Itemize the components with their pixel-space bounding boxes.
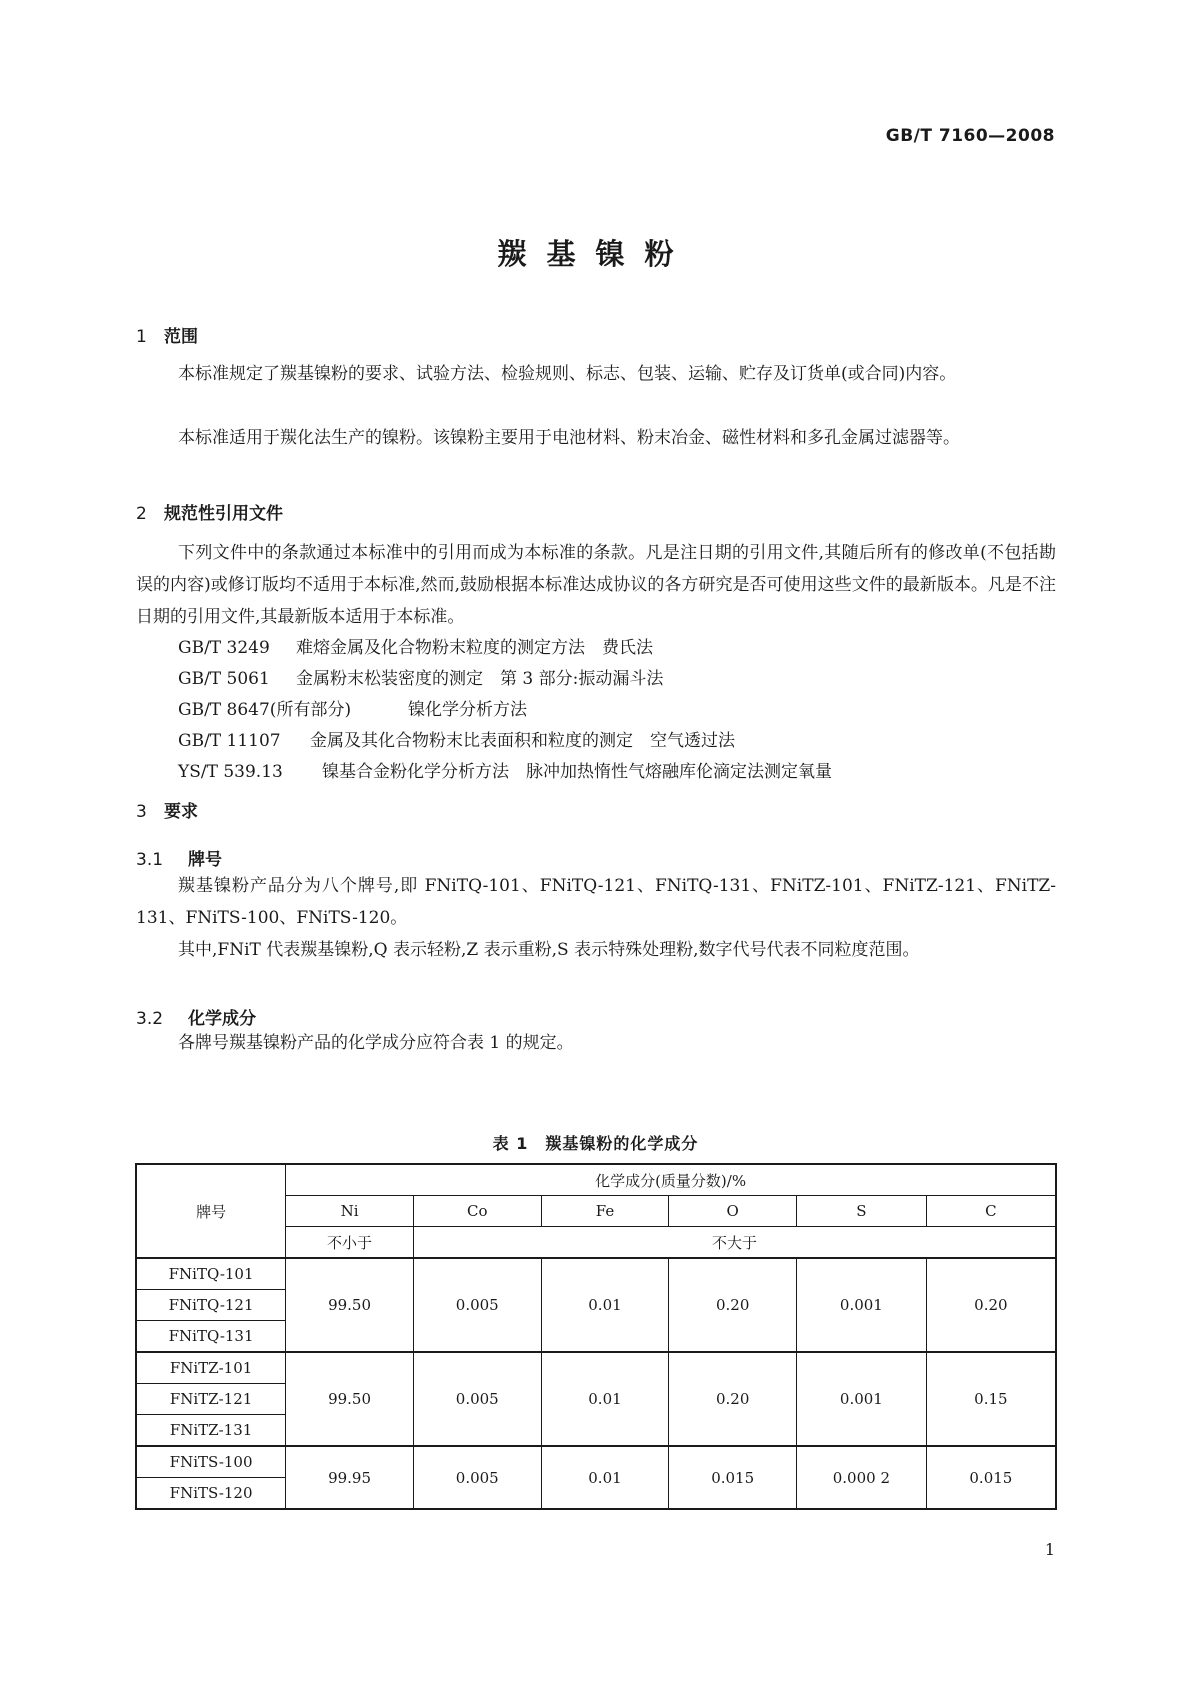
reference-item [178, 633, 653, 658]
table-row-grade: FNiTS-120 [136, 1478, 286, 1510]
value-cell: 0.01 [541, 1352, 669, 1446]
table-row-grade: FNiTZ-101 [136, 1352, 286, 1384]
value-cell: 0.005 [413, 1446, 541, 1509]
reference-title: 镍化学分析方法 [408, 700, 527, 720]
reference-code: GB/T 3249 [178, 638, 270, 658]
value-cell: 99.50 [286, 1258, 414, 1352]
value-cell: 0.015 [926, 1446, 1056, 1509]
standard-code: GB/T 7160—2008 [885, 126, 1055, 146]
reference-code: YS/T 539.13 [178, 762, 283, 782]
subsection-title: 化学成分 [188, 1009, 256, 1029]
element-header: Ni [286, 1196, 414, 1227]
reference-title: 镍基合金粉化学分析方法 脉冲加热惰性气熔融库伦滴定法测定氧量 [322, 762, 832, 782]
value-cell: 0.01 [541, 1258, 669, 1352]
limit-label: 不小于 [286, 1227, 414, 1259]
section-number: 2 [136, 504, 147, 524]
section-title: 范围 [164, 327, 198, 347]
reference-title: 难熔金属及化合物粉末粒度的测定方法 费氏法 [296, 638, 653, 658]
value-cell: 0.001 [797, 1352, 927, 1446]
value-cell: 0.015 [669, 1446, 797, 1509]
section-2-heading [136, 499, 283, 524]
subsection-3-2-paragraph-1: 各牌号羰基镍粉产品的化学成分应符合表 1 的规定。 [178, 1033, 574, 1053]
element-header: Fe [541, 1196, 669, 1227]
table-row-grade: FNiTQ-131 [136, 1321, 286, 1353]
subsection-3-1-paragraph-1: 羰基镍粉产品分为八个牌号,即 FNiTQ-101、FNiTQ-121、FNiTQ-131、FNiTZ-101、FNiTZ-121、FNiTZ-131、FNiTS-100、FNiTS-120。 [136, 876, 1056, 928]
section-1-heading [136, 322, 198, 347]
reference-title: 金属粉末松装密度的测定 第 3 部分:振动漏斗法 [296, 669, 664, 689]
section-3-heading [136, 797, 198, 822]
reference-item [178, 726, 735, 751]
table-row-grade: FNiTZ-131 [136, 1415, 286, 1447]
element-header: S [797, 1196, 927, 1227]
chemical-composition-table [135, 1163, 1057, 1510]
grade-header: 牌号 [136, 1164, 286, 1258]
page-number: 1 [1044, 1540, 1055, 1559]
element-header: O [669, 1196, 797, 1227]
table-row-grade: FNiTQ-101 [136, 1258, 286, 1290]
subsection-number: 3.2 [136, 1009, 164, 1029]
reference-code: GB/T 5061 [178, 669, 270, 689]
section-title: 规范性引用文件 [164, 504, 283, 524]
section-number: 1 [136, 327, 147, 347]
reference-title: 金属及其化合物粉末比表面积和粒度的测定 空气透过法 [310, 731, 735, 751]
value-cell: 0.15 [926, 1352, 1056, 1446]
section-1-paragraph-1: 本标准规定了羰基镍粉的要求、试验方法、检验规则、标志、包装、运输、贮存及订货单(或合同)内容。 [178, 364, 957, 384]
value-cell: 0.20 [926, 1258, 1056, 1352]
subsection-3-1-paragraph-2: 其中,FNiT 代表羰基镍粉,Q 表示轻粉,Z 表示重粉,S 表示特殊处理粉,数字代号代表不同粒度范围。 [178, 940, 920, 960]
value-cell: 0.005 [413, 1352, 541, 1446]
value-cell: 99.50 [286, 1352, 414, 1446]
value-cell: 0.001 [797, 1258, 927, 1352]
value-cell: 0.20 [669, 1352, 797, 1446]
element-header: Co [413, 1196, 541, 1227]
table-caption: 表 1 羰基镍粉的化学成分 [492, 1134, 699, 1153]
subsection-3-2-heading [136, 1004, 256, 1029]
table-row-grade: FNiTZ-121 [136, 1384, 286, 1415]
subsection-3-1-heading [136, 845, 222, 870]
value-cell: 99.95 [286, 1446, 414, 1509]
section-number: 3 [136, 802, 147, 822]
subsection-number: 3.1 [136, 850, 164, 870]
reference-item [178, 757, 832, 782]
value-cell: 0.01 [541, 1446, 669, 1509]
section-1-paragraph-2: 本标准适用于羰化法生产的镍粉。该镍粉主要用于电池材料、粉末冶金、磁性材料和多孔金属过滤器等。 [178, 428, 960, 448]
reference-code: GB/T 11107 [178, 731, 281, 751]
reference-code: GB/T 8647(所有部分) [178, 700, 352, 720]
table-row-grade: FNiTS-100 [136, 1446, 286, 1478]
value-cell: 0.20 [669, 1258, 797, 1352]
element-header: C [926, 1196, 1056, 1227]
value-cell: 0.000 2 [797, 1446, 927, 1509]
table-row-grade: FNiTQ-121 [136, 1290, 286, 1321]
section-2-paragraph-1: 下列文件中的条款通过本标准中的引用而成为本标准的条款。凡是注日期的引用文件,其随后所有的修改单(不包括勘误的内容)或修订版均不适用于本标准,然而,鼓励根据本标准达成协议的各方研究是否可使用这些文件的最新版本。凡是不注日期的引用文件,其最新版本适用于本标准。 [136, 543, 1056, 627]
value-cell: 0.005 [413, 1258, 541, 1352]
reference-item [178, 695, 527, 720]
subsection-title: 牌号 [188, 850, 222, 870]
limit-label: 不大于 [413, 1227, 1056, 1259]
reference-item [178, 664, 663, 689]
document-title: 羰基镍粉 [497, 237, 694, 271]
composition-header: 化学成分(质量分数)/% [286, 1164, 1056, 1196]
section-title: 要求 [164, 802, 198, 822]
